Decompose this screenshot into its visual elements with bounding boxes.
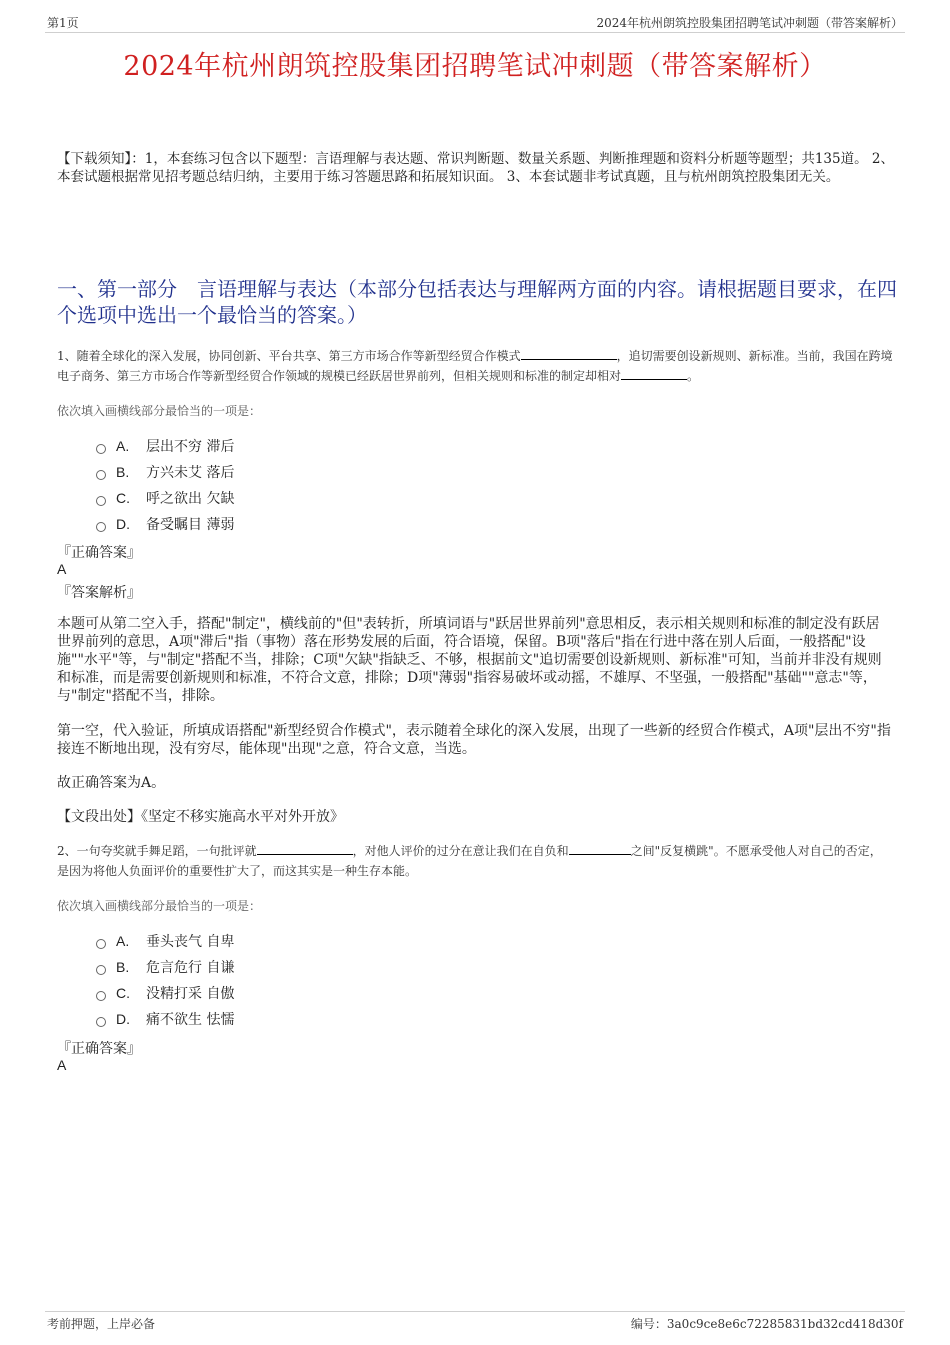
analysis-paragraph: 本题可从第二空入手，搭配"制定"，横线前的"但"表转折，所填词语与"跃居世界前列"意思相反，表示相关规则和标准的制定没有跃居世界前列的意思，A项"滞后"指（事物）落在形势发展的后面，符合语境，保留。B项"落后"指在行进中落在别人后面，一般搭配"设施""水平"等，与"制定"搭配不当，排除；C项"欠缺"指缺乏、不够，根据前文"追切需要创设新规则、新标准"可知，当前并非没有规则和标准，而是需要创新规则和标准，不符合文意，排除；D项"薄弱"指容易破坏或动摇，不雄厚、不坚强，一般搭配"基础""意志"等，与"制定"搭配不当，排除。 — [57, 616, 882, 704]
radio-button[interactable] — [96, 496, 106, 506]
source-citation: 【文段出处】《坚定不移实施高水平对外开放》 — [57, 809, 344, 825]
question-1-text: 1、随着全球化的深入发展，协同创新、平台共享、第三方市场合作等新型经贸合作模式 ，追切需要创设新规则、新标准。当前，我国在跨境电子商务、第三方市场合作等新型经贸合作领域的规模已经跃居世界前列，但相关规则和标准的制定却相对 。 — [57, 349, 893, 383]
option-a[interactable]: A. 层出不穷 滞后 — [96, 433, 234, 459]
analysis-paragraph: 第一空，代入验证，所填成语搭配"新型经贸合作模式"，表示随着全球化的深入发展，出现了一些新的经贸合作模式，A项"层出不穷"指接连不断地出现，没有穷尽，能体现"出现"之意，符合文意，当选。 — [57, 723, 891, 757]
question-2-options — [96, 928, 234, 1032]
radio-button[interactable] — [96, 444, 106, 454]
radio-button[interactable] — [96, 965, 106, 975]
question-1-instruction: 依次填入画横线部分最恰当的一项是： — [57, 404, 262, 418]
footer-doc-id: 编号：3a0c9ce8e6c72285831bd32cd418d30f — [630, 1317, 903, 1331]
download-notice: 【下载须知】：1，本套练习包含以下题型：言语理解与表达题、常识判断题、数量关系题、判断推理题和资料分析题等题型；共135道。 2、本套试题根据常见招考题总结归纳，主要用于练习答题思路和拓展知识面。 3、本套试题非考试真题，且与杭州朗筑控股集团无关。 — [57, 151, 894, 185]
correct-answer-label: 『正确答案』 — [57, 545, 141, 561]
question-2-instruction: 依次填入画横线部分最恰当的一项是： — [57, 899, 262, 913]
option-c[interactable]: C. 没精打采 自傲 — [96, 980, 234, 1006]
analysis-conclusion: 故正确答案为A。 — [57, 775, 166, 791]
answer-blank — [569, 842, 631, 855]
document-title: 2024年杭州朗筑控股集团招聘笔试冲刺题（带答案解析） — [123, 51, 827, 82]
option-b[interactable]: B. 方兴未艾 落后 — [96, 459, 234, 485]
question-2-text: 2、一句夸奖就手舞足蹈，一句批评就 ，对他人评价的过分在意让我们在自负和 之间"反复横跳"。不愿承受他人对自己的否定，是因为将他人负面评价的重要性扩大了，而这其实是一种生存本能。 — [57, 844, 882, 878]
radio-button[interactable] — [96, 522, 106, 532]
option-b[interactable]: B. 危言危行 自谦 — [96, 954, 234, 980]
radio-button[interactable] — [96, 939, 106, 949]
analysis-label: 『答案解析』 — [57, 585, 141, 601]
header-divider — [45, 32, 905, 33]
correct-answer-value: A — [57, 561, 67, 577]
radio-button[interactable] — [96, 470, 106, 480]
question-1-options — [96, 433, 234, 537]
radio-button[interactable] — [96, 1017, 106, 1027]
header-doc-title: 2024年杭州朗筑控股集团招聘笔试冲刺题（带答案解析） — [596, 16, 903, 30]
correct-answer-value: A — [57, 1057, 67, 1073]
header-page-label: 第1页 — [47, 16, 79, 30]
option-d[interactable]: D. 备受瞩目 薄弱 — [96, 511, 234, 537]
answer-blank — [621, 367, 687, 380]
correct-answer-label: 『正确答案』 — [57, 1041, 141, 1057]
option-c[interactable]: C. 呼之欲出 欠缺 — [96, 485, 234, 511]
radio-button[interactable] — [96, 991, 106, 1001]
section-heading: 一、第一部分 言语理解与表达（本部分包括表达与理解两方面的内容。请根据题目要求，在四个选项中选出一个最恰当的答案。） — [57, 277, 897, 327]
answer-blank — [257, 842, 353, 855]
footer-divider — [45, 1311, 905, 1312]
footer-slogan: 考前押题，上岸必备 — [47, 1317, 156, 1331]
option-d[interactable]: D. 痛不欲生 怯懦 — [96, 1006, 234, 1032]
answer-blank — [521, 347, 617, 360]
option-a[interactable]: A. 垂头丧气 自卑 — [96, 928, 234, 954]
